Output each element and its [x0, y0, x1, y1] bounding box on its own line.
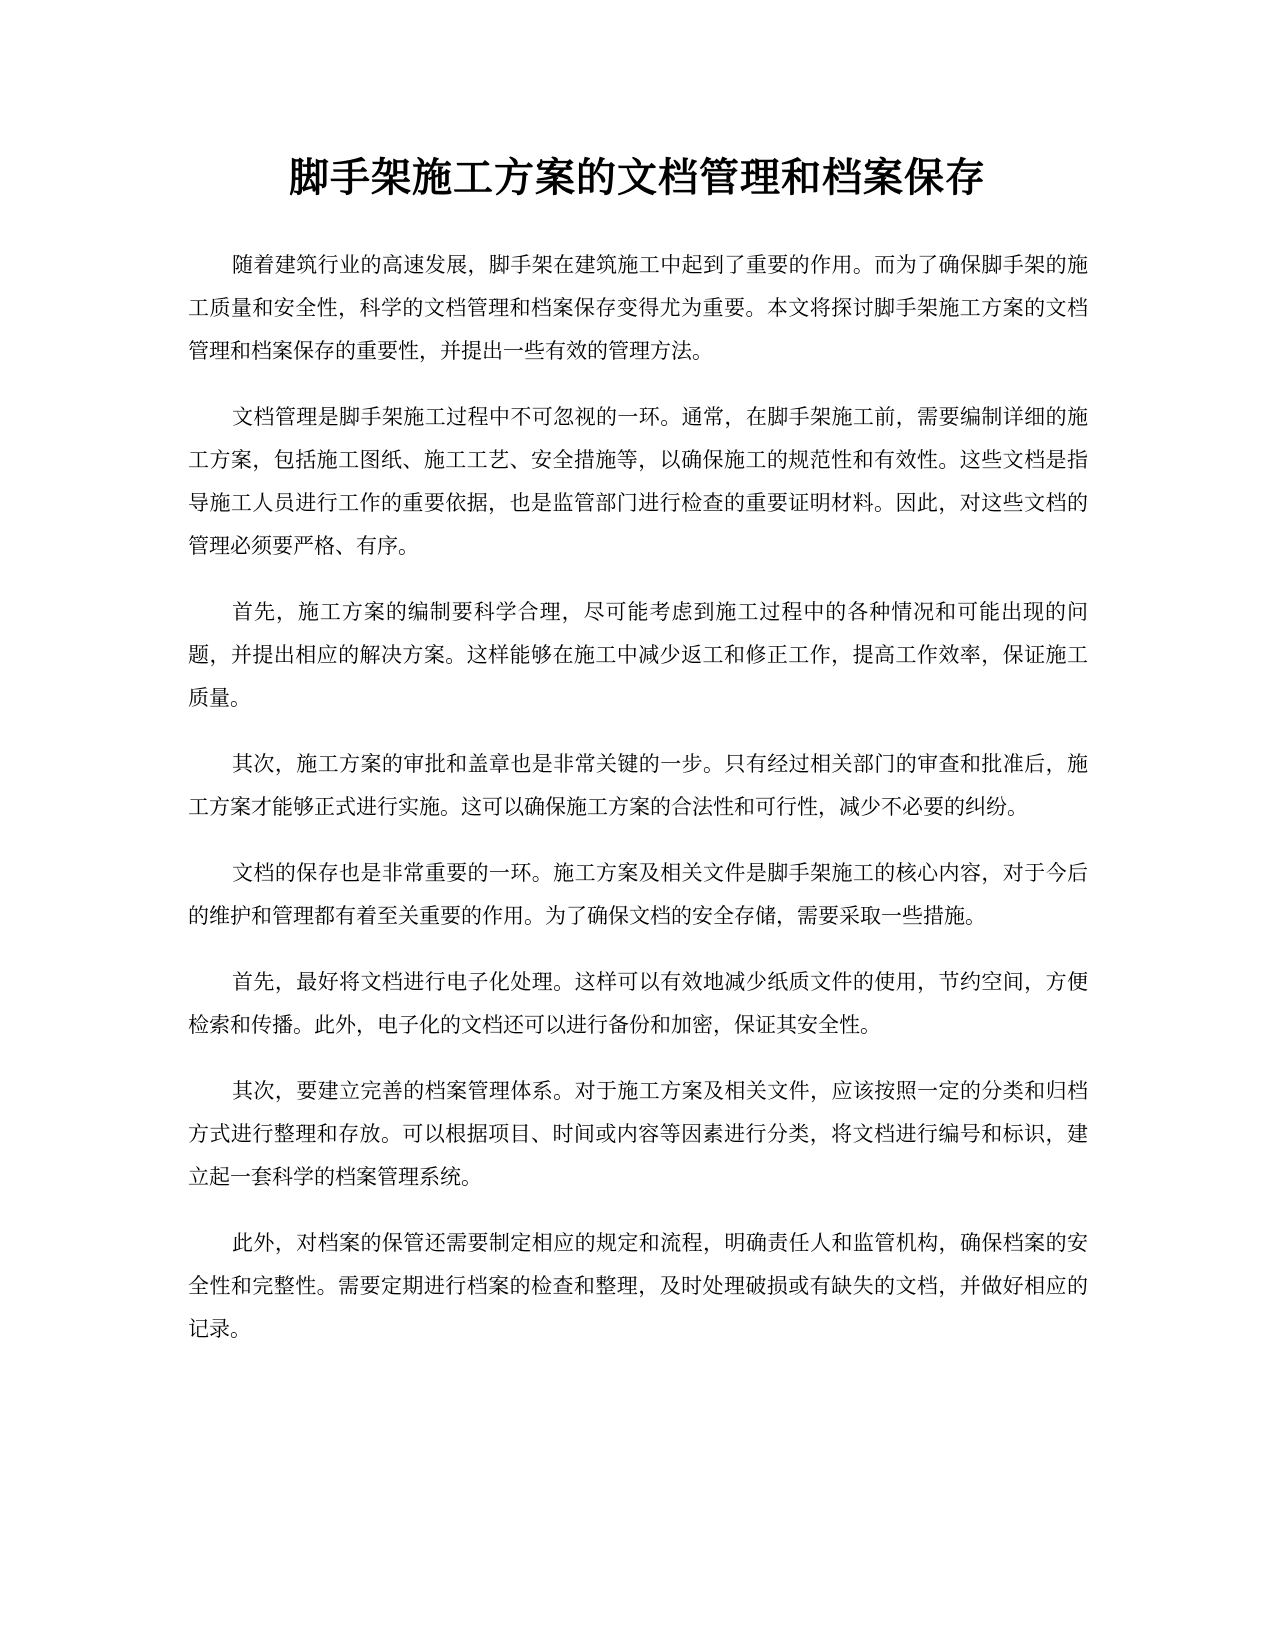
paragraph-archive-system: 其次，要建立完善的档案管理体系。对于施工方案及相关文件，应该按照一定的分类和归档方式进行整理和存放。可以根据项目、时间或内容等因素进行分类，将文档进行编号和标识，建立起一套科学的档案管理系统。: [188, 1079, 1088, 1189]
document-body: [188, 244, 1088, 1374]
paragraph-document-management: 文档管理是脚手架施工过程中不可忽视的一环。通常，在脚手架施工前，需要编制详细的施工方案，包括施工图纸、施工工艺、安全措施等，以确保施工的规范性和有效性。这些文档是指导施工人员进行工作的重要依据，也是监管部门进行检查的重要证明材料。因此，对这些文档的管理必须要严格、有序。: [188, 405, 1088, 558]
document-title: 脚手架施工方案的文档管理和档案保存: [289, 155, 986, 201]
paragraph-plan-preparation: 首先，施工方案的编制要科学合理，尽可能考虑到施工过程中的各种情况和可能出现的问题，并提出相应的解决方案。这样能够在施工中减少返工和修正工作，提高工作效率，保证施工质量。: [188, 600, 1088, 710]
paragraph-document-storage: 文档的保存也是非常重要的一环。施工方案及相关文件是脚手架施工的核心内容，对于今后的维护和管理都有着至关重要的作用。为了确保文档的安全存储，需要采取一些措施。: [188, 861, 1088, 928]
paragraph-plan-approval: 其次，施工方案的审批和盖章也是非常关键的一步。只有经过相关部门的审查和批准后，施工方案才能够正式进行实施。这可以确保施工方案的合法性和可行性，减少不必要的纠纷。: [188, 752, 1088, 819]
paragraph-archive-custody: 此外，对档案的保管还需要制定相应的规定和流程，明确责任人和监管机构，确保档案的安全性和完整性。需要定期进行档案的检查和整理，及时处理破损或有缺失的文档，并做好相应的记录。: [188, 1231, 1088, 1341]
paragraph-digitization: 首先，最好将文档进行电子化处理。这样可以有效地减少纸质文件的使用，节约空间，方便检索和传播。此外，电子化的文档还可以进行备份和加密，保证其安全性。: [188, 970, 1088, 1037]
paragraph-intro: 随着建筑行业的高速发展，脚手架在建筑施工中起到了重要的作用。而为了确保脚手架的施工质量和安全性，科学的文档管理和档案保存变得尤为重要。本文将探讨脚手架施工方案的文档管理和档案保存的重要性，并提出一些有效的管理方法。: [188, 253, 1088, 363]
